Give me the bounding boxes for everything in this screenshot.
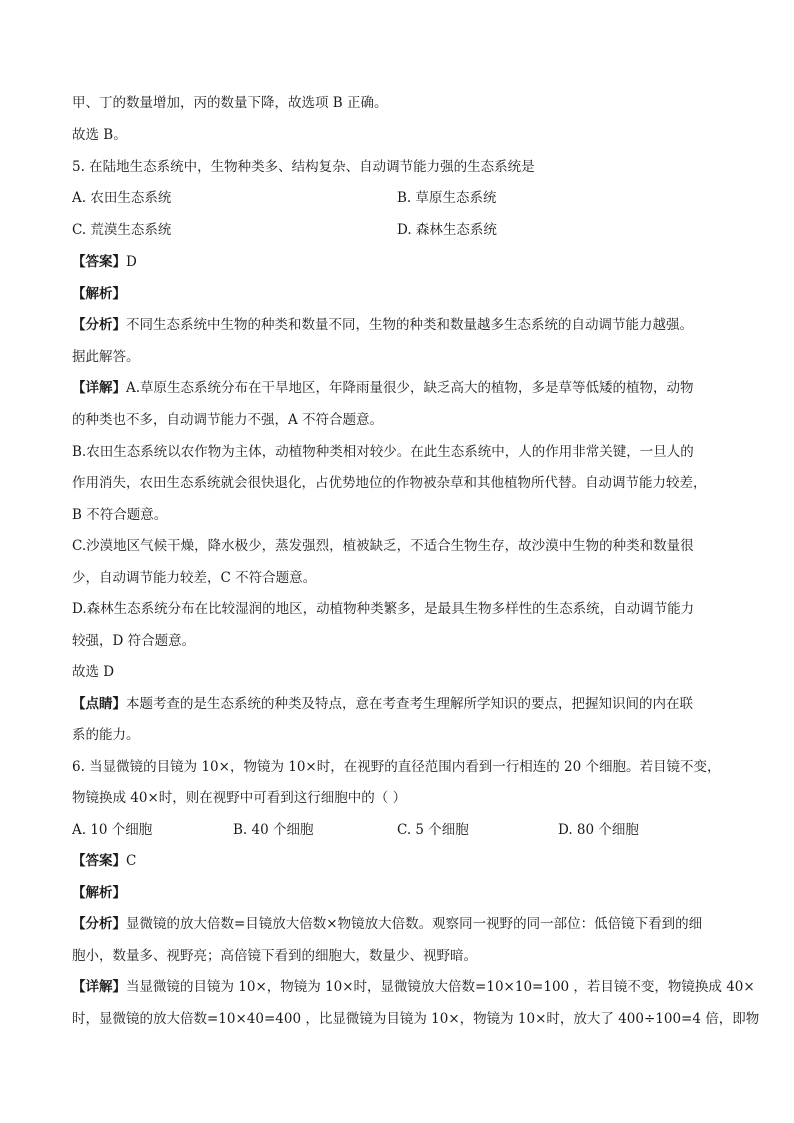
text-line: B 不符合题意。 [72,507,168,523]
option-a: A. 农田生态系统 [72,190,172,206]
detail-line [72,978,755,996]
question-6-cont: 物镜换成 40×时，则在视野中可看到这行细胞中的（ ） [72,790,407,806]
option-d: D. 森林生态系统 [397,222,497,238]
option-c: C. 荒漠生态系统 [72,222,172,238]
text-line: 甲、丁的数量增加，丙的数量下降，故选项 B 正确。 [72,95,388,111]
text-line: 故选 B。 [72,127,127,143]
question-6: 6. 当显微镜的目镜为 10×，物镜为 10×时，在视野的直径范围内看到一行相连的 20 个细胞。若目镜不变， [72,759,721,775]
analysis-line [72,915,702,933]
text-line: 系的能力。 [72,727,140,743]
analysis-tag: 【分析】 [72,916,126,932]
analysis-line [72,316,693,334]
analysis-tag: 【分析】 [72,317,126,333]
detail-tag: 【详解】 [72,380,126,396]
option-c: C. 5 个细胞 [397,822,469,838]
text-line: 少，自动调节能力较差，C 不符合题意。 [72,570,317,586]
text-line: 胞小，数量多、视野亮；高倍镜下看到的细胞大，数量少、视野暗。 [72,948,477,964]
option-b: B. 40 个细胞 [233,822,314,838]
text-line: 故选 D [72,664,115,680]
comment-tag: 【点睛】 [72,696,126,712]
detail-text: A.草原生态系统分布在干旱地区，年降雨量很少，缺乏高大的植物，多是草等低矮的植物，动物 [126,380,694,396]
answer-tag: 【答案】 [72,853,126,869]
text-line: B.农田生态系统以农作物为主体，动植物种类相对较少。在此生态系统中，人的作用非常关键，一旦人的 [72,444,694,460]
answer-tag: 【答案】 [72,254,126,270]
detail-tag: 【详解】 [72,979,126,995]
question-5: 5. 在陆地生态系统中，生物种类多、结构复杂、自动调节能力强的生态系统是 [72,159,535,175]
text-line: 作用消失，农田生态系统就会很快退化，占优势地位的作物被杂草和其他植物所代替。自动调节能力较差， [72,475,707,491]
text-line: 的种类也不多，自动调节能力不强，A 不符合题意。 [72,412,384,428]
text-line: 较强，D 符合题意。 [72,633,196,649]
answer-line [72,852,136,870]
text-line: 据此解答。 [72,349,140,365]
option-a: A. 10 个细胞 [72,822,153,838]
comment-text: 本题考查的是生态系统的种类及特点，意在考查考生理解所学知识的要点，把握知识间的内在联 [126,696,693,712]
analysis-heading: 【解析】 [72,885,126,901]
option-d: D. 80 个细胞 [558,822,639,838]
detail-text: 当显微镜的目镜为 10×，物镜为 10×时，显微镜放大倍数=10×10=100 ，若目镜不变，物镜换成 40× [126,979,755,995]
text-line: 时，显微镜的放大倍数=10×40=400 ，比显微镜为目镜为 10×，物镜为 10×时，放大了 400÷100=4 倍，即物 [72,1011,760,1027]
option-b: B. 草原生态系统 [397,190,497,206]
answer-line [72,253,137,271]
comment-line [72,695,693,713]
answer-value: C [126,853,137,869]
answer-value: D [126,254,137,270]
text-line: D.森林生态系统分布在比较湿润的地区，动植物种类繁多，是最具生物多样性的生态系统，自动调节能力 [72,601,695,617]
analysis-text: 不同生态系统中生物的种类和数量不同，生物的种类和数量越多生态系统的自动调节能力越强。 [126,317,693,333]
analysis-heading: 【解析】 [72,286,126,302]
analysis-text: 显微镜的放大倍数=目镜放大倍数×物镜放大倍数。观察同一视野的同一部位：低倍镜下看到的细 [126,916,703,932]
text-line: C.沙漠地区气候干燥，降水极少，蒸发强烈，植被缺乏，不适合生物生存，故沙漠中生物的种类和数量很 [72,538,694,554]
detail-line [72,379,694,397]
